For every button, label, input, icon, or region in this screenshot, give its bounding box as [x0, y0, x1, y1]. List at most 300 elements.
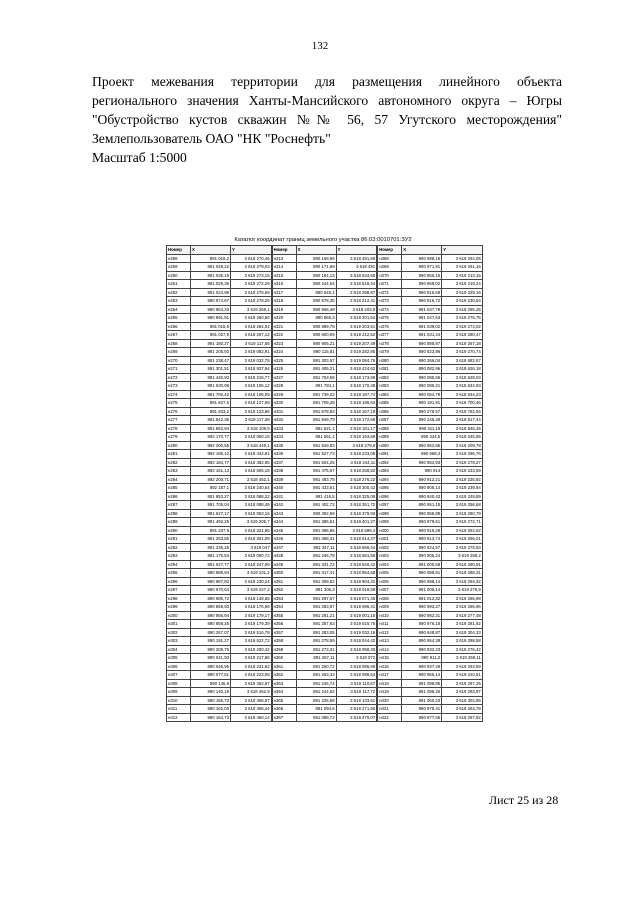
- x-coordinate-cell: 891 739,22: [296, 390, 336, 399]
- x-coordinate-cell: 890 245,48: [402, 416, 442, 425]
- x-coordinate-cell: 891 504,25: [296, 458, 336, 467]
- x-coordinate-cell: 890 859,93: [191, 603, 231, 612]
- y-coordinate-cell: 3 618 258,82: [336, 467, 377, 476]
- point-number-cell: н414: [378, 645, 402, 654]
- point-number-cell: н316: [272, 280, 296, 289]
- table-row: [272, 390, 377, 399]
- x-coordinate-cell: 890 865,3: [296, 314, 336, 323]
- x-coordinate-cell: 891 267,11: [296, 654, 336, 663]
- x-coordinate-cell: 890 856,94: [191, 611, 231, 620]
- y-coordinate-cell: 3 619 047: [231, 543, 272, 552]
- x-coordinate-cell: 890 191,27: [191, 637, 231, 646]
- y-coordinate-cell: 3 619 304,85: [442, 696, 483, 705]
- point-number-cell: н330: [272, 399, 296, 408]
- point-number-cell: н352: [272, 586, 296, 595]
- point-number-cell: н318: [272, 297, 296, 306]
- table-row: [272, 254, 377, 263]
- y-coordinate-cell: 3 619 274,02: [442, 322, 483, 331]
- y-coordinate-cell: 3 619 275,9: [442, 586, 483, 595]
- y-coordinate-cell: 3 619 452,87: [231, 679, 272, 688]
- point-number-cell: н398: [378, 509, 402, 518]
- x-coordinate-cell: 891 630,98: [191, 382, 231, 391]
- y-coordinate-cell: 3 619 272,71: [442, 518, 483, 527]
- y-coordinate-cell: 3 618 666,44: [336, 543, 377, 552]
- table-row: [272, 271, 377, 280]
- point-number-cell: н396: [378, 492, 402, 501]
- y-coordinate-cell: 3 619 217,86: [231, 654, 272, 663]
- point-number-cell: н394: [378, 475, 402, 484]
- table-row: [272, 611, 377, 620]
- point-number-cell: н364: [272, 688, 296, 697]
- table-row: [272, 339, 377, 348]
- y-coordinate-cell: 3 619 203,61: [336, 322, 377, 331]
- y-coordinate-cell: 3 619 278,25: [231, 297, 272, 306]
- point-number-cell: н298: [167, 594, 191, 603]
- table-row: [272, 297, 377, 306]
- point-number-cell: н323: [272, 339, 296, 348]
- y-coordinate-cell: 3 619 279,07: [336, 713, 377, 722]
- y-coordinate-cell: 3 618 088,22: [231, 492, 272, 501]
- table-row: [167, 365, 272, 374]
- y-coordinate-cell: 3 619 179,17: [231, 611, 272, 620]
- table-row: [167, 475, 272, 484]
- x-coordinate-cell: 891 029,39: [191, 280, 231, 289]
- point-number-cell: н383: [378, 382, 402, 391]
- table-row: [378, 416, 483, 425]
- table-row: [272, 484, 377, 493]
- y-coordinate-cell: 3 618 700,46: [442, 399, 483, 408]
- table-row: [167, 713, 272, 722]
- point-number-cell: н353: [272, 594, 296, 603]
- x-coordinate-cell: 890 916,72: [402, 297, 442, 306]
- x-coordinate-cell: 891 833,2: [191, 407, 231, 416]
- x-coordinate-cell: 891 297,67: [296, 594, 336, 603]
- point-number-cell: н282: [167, 458, 191, 467]
- point-number-cell: н399: [378, 518, 402, 527]
- table-row: [272, 458, 377, 467]
- x-coordinate-cell: 890 975,41: [402, 705, 442, 714]
- point-number-cell: н363: [272, 679, 296, 688]
- table-row: [272, 543, 377, 552]
- x-coordinate-cell: 891 027,9: [191, 331, 231, 340]
- point-number-cell: н409: [378, 603, 402, 612]
- x-coordinate-cell: 891 678,93: [296, 407, 336, 416]
- table-row: [272, 416, 377, 425]
- x-coordinate-cell: 891 853,27: [191, 492, 231, 501]
- x-coordinate-cell: 891 283,97: [296, 603, 336, 612]
- point-number-cell: н349: [272, 560, 296, 569]
- point-number-cell: н260: [167, 271, 191, 280]
- table-row: [378, 713, 483, 722]
- point-number-cell: н337: [272, 458, 296, 467]
- table-row: [167, 484, 272, 493]
- table-row: [378, 637, 483, 646]
- x-coordinate-cell: 891 260,72: [296, 662, 336, 671]
- table-row: [272, 348, 377, 357]
- table-row: [378, 441, 483, 450]
- y-coordinate-cell: 3 619 148,65: [231, 594, 272, 603]
- x-coordinate-cell: 891 433,61: [296, 484, 336, 493]
- point-number-cell: н392: [378, 458, 402, 467]
- x-coordinate-cell: 890 937,29: [402, 662, 442, 671]
- point-number-cell: н267: [167, 331, 191, 340]
- y-coordinate-cell: 3 618 088,49: [231, 501, 272, 510]
- point-number-cell: н372: [378, 288, 402, 297]
- x-coordinate-cell: 890 998,14: [402, 577, 442, 586]
- y-coordinate-cell: 3 619 290,91: [442, 560, 483, 569]
- point-number-cell: н278: [167, 424, 191, 433]
- point-number-cell: н373: [378, 297, 402, 306]
- table-row: [378, 373, 483, 382]
- y-coordinate-cell: 3 619 231,62: [231, 662, 272, 671]
- point-number-cell: н389: [378, 433, 402, 442]
- point-number-cell: н325: [272, 356, 296, 365]
- x-coordinate-cell: 890 979,61: [402, 518, 442, 527]
- x-coordinate-cell: 891 792,42: [191, 390, 231, 399]
- point-number-cell: н312: [167, 713, 191, 722]
- point-number-cell: н304: [167, 645, 191, 654]
- table-row: [167, 671, 272, 680]
- point-number-cell: н277: [167, 416, 191, 425]
- point-number-cell: н356: [272, 620, 296, 629]
- point-number-cell: н340: [272, 484, 296, 493]
- table-row: [167, 254, 272, 263]
- table-row: [378, 577, 483, 586]
- x-coordinate-cell: 890 656,48: [296, 305, 336, 314]
- table-header-row: [378, 246, 483, 255]
- table-row: [378, 467, 483, 476]
- table-row: [378, 586, 483, 595]
- x-coordinate-cell: 890 086,21: [402, 382, 442, 391]
- point-number-cell: н327: [272, 373, 296, 382]
- table-row: [378, 297, 483, 306]
- table-row: [378, 603, 483, 612]
- x-coordinate-cell: 891 309,62: [296, 577, 336, 586]
- point-number-cell: н319: [272, 305, 296, 314]
- table-row: [272, 662, 377, 671]
- y-coordinate-cell: 3 619 268,1: [231, 305, 272, 314]
- point-number-cell: н368: [378, 254, 402, 263]
- heading-line-5: Масштаб 1:5000: [92, 150, 187, 165]
- y-coordinate-cell: 3 619 201,64: [336, 314, 377, 323]
- table-row: [378, 271, 483, 280]
- point-number-cell: н331: [272, 407, 296, 416]
- table-row: [378, 594, 483, 603]
- x-coordinate-cell: 890 968,02: [402, 280, 442, 289]
- point-number-cell: н345: [272, 526, 296, 535]
- x-coordinate-cell: 891 440,93: [191, 373, 231, 382]
- table-row: [378, 458, 483, 467]
- y-coordinate-cell: 3 619 277,48: [442, 611, 483, 620]
- table-row: [167, 552, 272, 561]
- y-coordinate-cell: 3 619 058,33: [336, 645, 377, 654]
- table-row: [272, 671, 377, 680]
- x-coordinate-cell: 890 208,76: [191, 645, 231, 654]
- x-coordinate-cell: 891 337,9: [191, 526, 231, 535]
- table-row: [167, 399, 272, 408]
- y-coordinate-cell: 3 619 072: [336, 654, 377, 663]
- x-coordinate-cell: 891 088,72: [296, 713, 336, 722]
- point-number-cell: н311: [167, 705, 191, 714]
- y-coordinate-cell: 3 619 281,62: [442, 620, 483, 629]
- point-number-cell: н310: [167, 696, 191, 705]
- x-coordinate-cell: 890 993,27: [402, 603, 442, 612]
- column-header: Номер: [378, 246, 402, 255]
- point-number-cell: н380: [378, 356, 402, 365]
- y-coordinate-cell: 3 619 280,47: [442, 331, 483, 340]
- point-number-cell: н391: [378, 450, 402, 459]
- x-coordinate-cell: 890 140,18: [191, 688, 231, 697]
- y-coordinate-cell: 3 619 280,79: [442, 509, 483, 518]
- y-coordinate-cell: 3 619 279,03: [231, 263, 272, 272]
- table-row: [272, 314, 377, 323]
- x-coordinate-cell: 891 347,11: [296, 543, 336, 552]
- x-coordinate-cell: 891 253,56: [191, 535, 231, 544]
- x-coordinate-cell: 891 306,3: [296, 586, 336, 595]
- point-number-cell: н294: [167, 560, 191, 569]
- x-coordinate-cell: 890 169,96: [296, 254, 336, 263]
- table-row: [272, 280, 377, 289]
- x-coordinate-cell: 890 905,24: [402, 552, 442, 561]
- table-row: [378, 399, 483, 408]
- table-row: [378, 569, 483, 578]
- x-coordinate-cell: 890 889,78: [296, 322, 336, 331]
- table-row: [378, 560, 483, 569]
- x-coordinate-cell: 891 238,47: [191, 356, 231, 365]
- point-number-cell: н419: [378, 688, 402, 697]
- x-coordinate-cell: 891 527,72: [296, 450, 336, 459]
- table-row: [167, 696, 272, 705]
- point-number-cell: н265: [167, 314, 191, 323]
- x-coordinate-cell: 891 621,1: [296, 424, 336, 433]
- point-number-cell: н388: [378, 424, 402, 433]
- y-coordinate-cell: 3 618 300,42: [336, 484, 377, 493]
- table-row: [378, 679, 483, 688]
- table-row: [167, 305, 272, 314]
- point-number-cell: н266: [167, 322, 191, 331]
- x-coordinate-cell: 891 273,31: [296, 645, 336, 654]
- point-number-cell: н281: [167, 450, 191, 459]
- point-number-cell: н406: [378, 577, 402, 586]
- document-heading: [92, 72, 562, 167]
- y-coordinate-cell: 3 619 213,15: [442, 271, 483, 280]
- table-row: [167, 297, 272, 306]
- x-coordinate-cell: 891 037,78: [402, 305, 442, 314]
- point-number-cell: н285: [167, 484, 191, 493]
- table-row: [272, 509, 377, 518]
- y-coordinate-cell: 3 619 233,59: [442, 467, 483, 476]
- table-row: [272, 356, 377, 365]
- point-number-cell: н410: [378, 611, 402, 620]
- x-coordinate-cell: 892 200,55: [191, 441, 231, 450]
- table-row: [378, 407, 483, 416]
- y-coordinate-cell: 3 619 085,59: [336, 662, 377, 671]
- table-row: [378, 288, 483, 297]
- x-coordinate-cell: 890 077,51: [191, 671, 231, 680]
- coordinate-catalog: [166, 236, 480, 722]
- table-row: [272, 331, 377, 340]
- table-row: [378, 322, 483, 331]
- x-coordinate-cell: 890 823,96: [402, 348, 442, 357]
- x-coordinate-cell: 890 954,93: [402, 458, 442, 467]
- point-number-cell: н386: [378, 407, 402, 416]
- y-coordinate-cell: 3 618 244,11: [336, 458, 377, 467]
- point-number-cell: н271: [167, 365, 191, 374]
- y-coordinate-cell: 3 619 265,96: [442, 603, 483, 612]
- y-coordinate-cell: 3 619 275,59: [231, 288, 272, 297]
- x-coordinate-cell: 891 278,59: [296, 637, 336, 646]
- table-row: [167, 569, 272, 578]
- table-row: [378, 501, 483, 510]
- point-number-cell: н355: [272, 611, 296, 620]
- y-coordinate-cell: 3 618 127,69: [231, 399, 272, 408]
- x-coordinate-cell: 891 035,19: [191, 271, 231, 280]
- x-coordinate-cell: 891 205,93: [191, 348, 231, 357]
- point-number-cell: н270: [167, 356, 191, 365]
- table-row: [378, 705, 483, 714]
- y-coordinate-cell: 3 618 212,41: [336, 297, 377, 306]
- y-coordinate-cell: 3 619 270,74: [442, 348, 483, 357]
- y-coordinate-cell: 3 618 401,27: [336, 518, 377, 527]
- point-number-cell: н371: [378, 280, 402, 289]
- table-row: [378, 348, 483, 357]
- x-coordinate-cell: 890 908,14: [402, 484, 442, 493]
- y-coordinate-cell: 3 619 045,65: [442, 433, 483, 442]
- y-coordinate-cell: 3 619 247,06: [231, 560, 272, 569]
- point-number-cell: н366: [272, 705, 296, 714]
- point-number-cell: н300: [167, 611, 191, 620]
- y-coordinate-cell: 3 619 001,15: [336, 611, 377, 620]
- y-coordinate-cell: 3 618 109,9: [231, 424, 272, 433]
- y-coordinate-cell: 3 618 233,05: [336, 450, 377, 459]
- table-row: [167, 654, 272, 663]
- table-row: [167, 467, 272, 476]
- x-coordinate-cell: 891 005,59: [402, 560, 442, 569]
- x-coordinate-cell: 891 784,1: [296, 382, 336, 391]
- y-coordinate-cell: 3 618 462,9: [231, 688, 272, 697]
- point-number-cell: н365: [272, 696, 296, 705]
- table-row: [167, 594, 272, 603]
- point-number-cell: н357: [272, 628, 296, 637]
- y-coordinate-cell: 3 618 628,03: [442, 373, 483, 382]
- y-coordinate-cell: 3 618 276,22: [336, 475, 377, 484]
- x-coordinate-cell: 891 331,72: [296, 560, 336, 569]
- table-row: [378, 509, 483, 518]
- y-coordinate-cell: 3 619 267,18: [442, 339, 483, 348]
- table-row: [272, 594, 377, 603]
- y-coordinate-cell: 3 619 259,11: [442, 654, 483, 663]
- y-coordinate-cell: 3 618 782,94: [442, 407, 483, 416]
- x-coordinate-cell: 891 291,21: [296, 611, 336, 620]
- table-row: [167, 628, 272, 637]
- table-row: [378, 535, 483, 544]
- point-number-cell: н374: [378, 305, 402, 314]
- x-coordinate-cell: 890 054,78: [402, 390, 442, 399]
- table-row: [378, 339, 483, 348]
- x-coordinate-cell: 890 988,16: [402, 254, 442, 263]
- y-coordinate-cell: 3 619 230,24: [231, 577, 272, 586]
- table-row: [378, 475, 483, 484]
- table-row: [167, 688, 272, 697]
- x-coordinate-cell: 891 283,05: [296, 628, 336, 637]
- x-coordinate-cell: 891 225,68: [296, 696, 336, 705]
- x-coordinate-cell: 890 914: [402, 467, 442, 476]
- x-coordinate-cell: 891 098,85: [402, 679, 442, 688]
- column-header: X: [191, 246, 231, 255]
- y-coordinate-cell: 3 619 053,16: [231, 509, 272, 518]
- x-coordinate-cell: 890 267,07: [191, 628, 231, 637]
- x-coordinate-cell: 890 974,67: [191, 297, 231, 306]
- table-row: [272, 620, 377, 629]
- x-coordinate-cell: 890 968,4: [402, 450, 442, 459]
- y-coordinate-cell: 3 619 256,01: [442, 535, 483, 544]
- point-number-cell: н273: [167, 382, 191, 391]
- point-number-cell: н308: [167, 679, 191, 688]
- y-coordinate-cell: 3 618 634,23: [442, 390, 483, 399]
- x-coordinate-cell: 890 311,19: [402, 424, 442, 433]
- x-coordinate-cell: 890 171,68: [296, 263, 336, 272]
- point-number-cell: н387: [378, 416, 402, 425]
- x-coordinate-cell: 890 988,94: [191, 569, 231, 578]
- x-coordinate-cell: 890 859,25: [191, 620, 231, 629]
- y-coordinate-cell: 3 618 424,62: [336, 365, 377, 374]
- y-coordinate-cell: 3 619 299,58: [442, 637, 483, 646]
- table-row: [167, 390, 272, 399]
- y-coordinate-cell: 3 618 167,19: [336, 407, 377, 416]
- x-coordinate-cell: 890 392,69: [296, 509, 336, 518]
- x-coordinate-cell: 891 346,78: [296, 552, 336, 561]
- y-coordinate-cell: 3 618 904,32: [336, 577, 377, 586]
- y-coordinate-cell: 3 618 203,9: [336, 305, 377, 314]
- y-coordinate-cell: 3 619 297,25: [442, 679, 483, 688]
- table-row: [272, 637, 377, 646]
- table-row: [272, 688, 377, 697]
- table-row: [272, 365, 377, 374]
- table-row: [167, 543, 272, 552]
- table-row: [378, 280, 483, 289]
- y-coordinate-cell: 3 618 640,42: [336, 560, 377, 569]
- table-row: [272, 322, 377, 331]
- x-coordinate-cell: 890 041,93: [191, 654, 231, 663]
- catalog-tables: [166, 245, 480, 722]
- y-coordinate-cell: 3 619 117,56: [231, 339, 272, 348]
- table-row: [378, 696, 483, 705]
- point-number-cell: н299: [167, 603, 191, 612]
- heading-line-2: регионального значения Ханты-Мансийского автономного округа – Югры: [92, 93, 562, 108]
- y-coordinate-cell: 3 619 282,95: [336, 348, 377, 357]
- y-coordinate-cell: 3 619 271,56: [336, 705, 377, 714]
- point-number-cell: н359: [272, 645, 296, 654]
- point-number-cell: н269: [167, 348, 191, 357]
- table-row: [378, 543, 483, 552]
- x-coordinate-cell: 890 998,81: [402, 569, 442, 578]
- point-number-cell: н384: [378, 390, 402, 399]
- y-coordinate-cell: 3 619 288,31: [442, 569, 483, 578]
- x-coordinate-cell: 890 916,28: [402, 526, 442, 535]
- y-coordinate-cell: 3 618 682,67: [442, 356, 483, 365]
- table-row: [272, 535, 377, 544]
- y-coordinate-cell: 3 618 193,69: [336, 433, 377, 442]
- y-coordinate-cell: 3 619 522,72: [231, 637, 272, 646]
- point-number-cell: н324: [272, 348, 296, 357]
- y-coordinate-cell: 3 618 172,66: [336, 416, 377, 425]
- y-coordinate-cell: 3 619 275,63: [442, 543, 483, 552]
- point-number-cell: н295: [167, 569, 191, 578]
- table-row: [378, 688, 483, 697]
- x-coordinate-cell: 890 278,57: [402, 407, 442, 416]
- x-coordinate-cell: 891 849,79: [296, 416, 336, 425]
- column-header: X: [296, 246, 336, 255]
